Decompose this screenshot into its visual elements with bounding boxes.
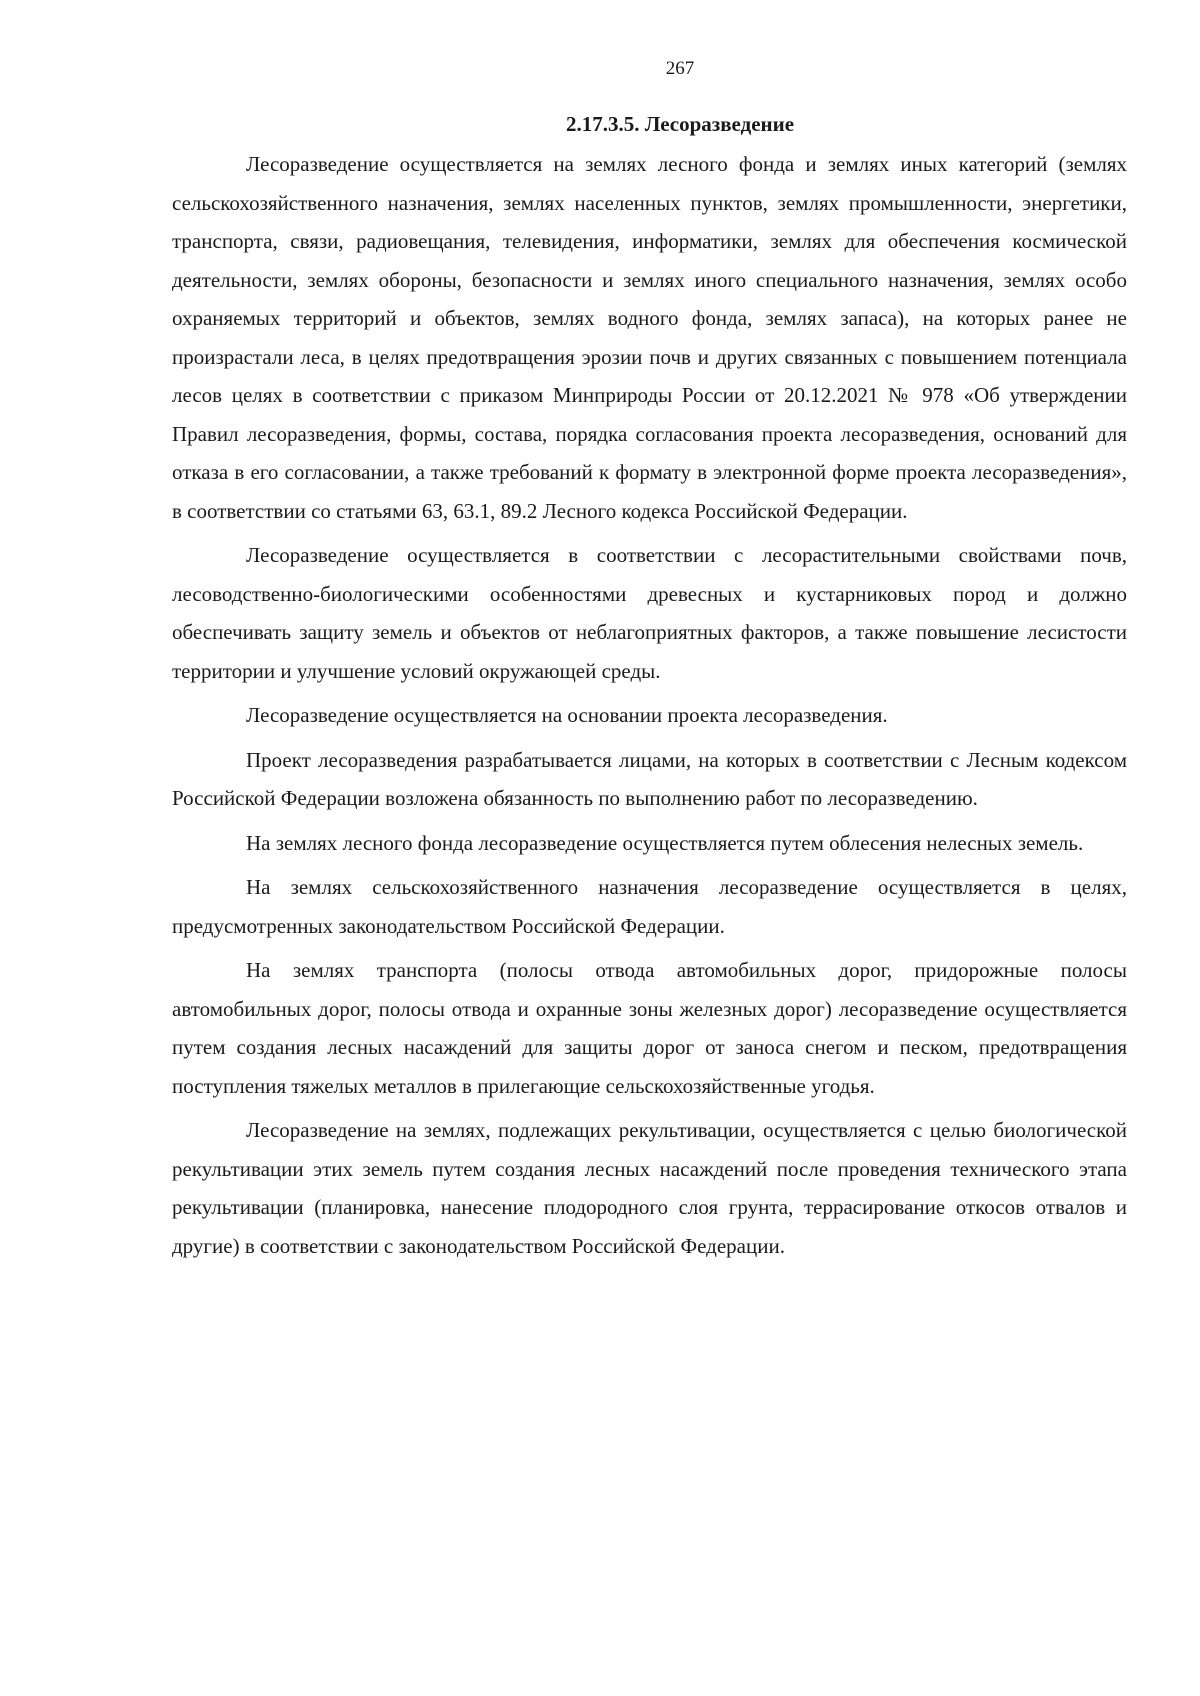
paragraph: На землях сельскохозяйственного назначения лесоразведение осуществляется в целях, предусмотренных законодательством Российской Федерации.: [172, 875, 1127, 938]
paragraph: Лесоразведение осуществляется в соответствии с лесорастительными свойствами почв, лесоводственно-биологическими особенностями древесных и кустарниковых пород и должно обеспечивать защиту земель и объектов от неблагоприятных факторов, а также повышение лесистости территории и улучшение условий окружающей среды.: [172, 543, 1127, 683]
body-text: [172, 145, 1127, 1271]
page-number: 267: [665, 58, 695, 79]
paragraph: Лесоразведение осуществляется на землях лесного фонда и землях иных категорий (землях сельскохозяйственного назначения, землях населенных пунктов, землях промышленности, энергетики, транспорта, связи, радиовещания, телевидения, информатики, землях для обеспечения космической деятельности, землях обороны, безопасности и землях иного специального назначения, землях особо охраняемых территорий и объектов, землях водного фонда, землях запаса), на которых ранее не произрастали леса, в целях предотвращения эрозии почв и других связанных с повышением потенциала лесов целях в соответствии с приказом Минприроды России от 20.12.2021 № 978 «Об утверждении Правил лесоразведения, формы, состава, порядка согласования проекта лесоразведения, оснований для отказа в его согласовании, а также требований к формату в электронной форме проекта лесоразведения», в соответствии со статьями 63, 63.1, 89.2 Лесного кодекса Российской Федерации.: [172, 152, 1127, 523]
section-heading: 2.17.3.5. Лесоразведение: [565, 112, 795, 136]
paragraph: Проект лесоразведения разрабатывается лицами, на которых в соответствии с Лесным кодексом Российской Федерации возложена обязанность по выполнению работ по лесоразведению.: [172, 747, 1127, 810]
paragraph: Лесоразведение на землях, подлежащих рекультивации, осуществляется с целью биологической рекультивации этих земель путем создания лесных насаждений после проведения технического этапа рекультивации (планировка, нанесение плодородного слоя грунта, террасирование откосов отвалов и другие) в соответствии с законодательством Российской Федерации.: [172, 1118, 1127, 1258]
paragraph: На землях лесного фонда лесоразведение осуществляется путем облесения нелесных земель.: [246, 830, 1084, 855]
paragraph: Лесоразведение осуществляется на основании проекта лесоразведения.: [246, 703, 888, 727]
paragraph: На землях транспорта (полосы отвода автомобильных дорог, придорожные полосы автомобильных дорог, полосы отвода и охранные зоны железных дорог) лесоразведение осуществляется путем создания лесных насаждений для защиты дорог от заноса снегом и песком, предотвращения поступления тяжелых металлов в прилегающие сельскохозяйственные угодья.: [172, 958, 1127, 1098]
